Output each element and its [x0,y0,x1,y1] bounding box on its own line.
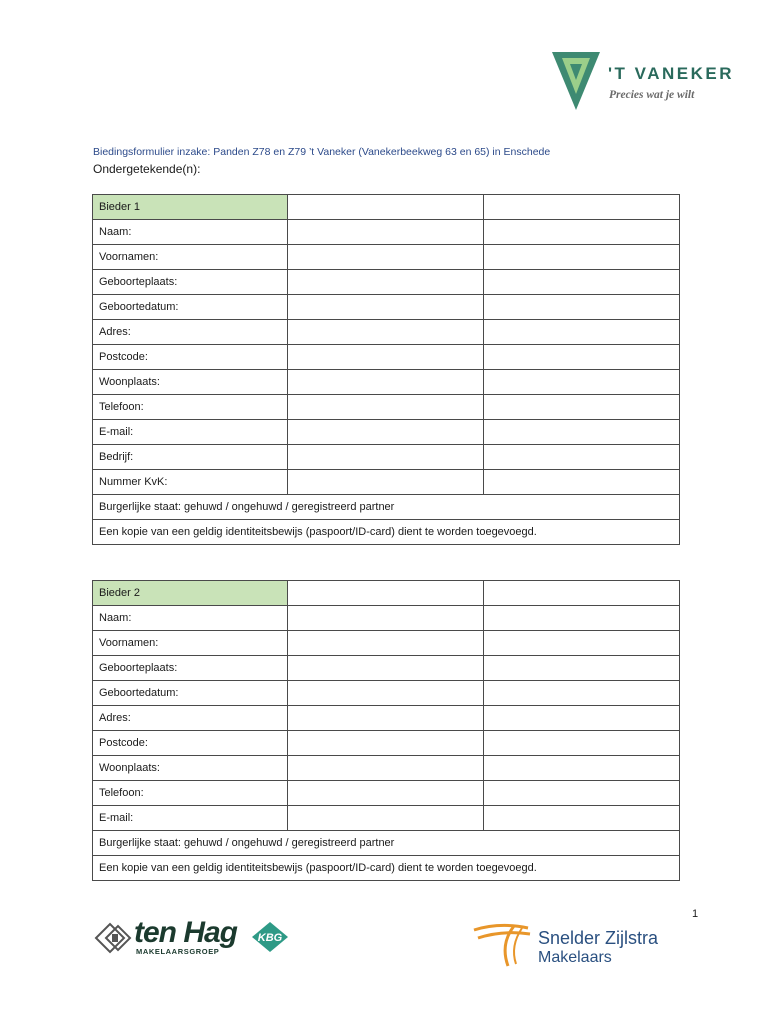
table-row [93,345,680,370]
input-cell[interactable] [484,631,680,656]
table-row [93,520,680,545]
input-cell[interactable] [484,395,680,420]
input-cell[interactable] [288,631,484,656]
field-label: Adres: [93,320,288,345]
table-row [93,581,680,606]
brand-name: 'T VANEKER [608,64,735,83]
field-label: Nummer KvK: [93,470,288,495]
input-cell[interactable] [484,806,680,831]
tenhag-name: ten Hag [134,916,238,949]
tenhag-subtitle: MAKELAARSGROEP [136,947,220,956]
table-row [93,831,680,856]
input-cell[interactable] [484,706,680,731]
id-note: Een kopie van een geldig identiteitsbewijs (paspoort/ID-card) dient te worden toegevoegd. [93,856,680,881]
input-cell[interactable] [288,395,484,420]
field-label: Naam: [93,606,288,631]
snelder-subtitle: Makelaars [538,949,612,966]
signed-label: Ondergetekende(n): [93,162,201,176]
input-cell[interactable] [484,445,680,470]
table-row [93,781,680,806]
bidder-1-table [92,194,680,545]
input-cell[interactable] [484,195,680,220]
table-row [93,806,680,831]
input-cell[interactable] [288,320,484,345]
field-label: Telefoon: [93,395,288,420]
field-label: Geboorteplaats: [93,270,288,295]
input-cell[interactable] [288,706,484,731]
input-cell[interactable] [288,245,484,270]
input-cell[interactable] [484,370,680,395]
table-row [93,631,680,656]
input-cell[interactable] [484,756,680,781]
tenhag-house-icon [92,918,136,958]
input-cell[interactable] [288,806,484,831]
field-label: Telefoon: [93,781,288,806]
input-cell[interactable] [484,220,680,245]
input-cell[interactable] [288,681,484,706]
table-row [93,495,680,520]
table-row [93,220,680,245]
page-number: 1 [692,908,699,920]
vaneker-logo [548,48,748,114]
input-cell[interactable] [288,470,484,495]
input-cell[interactable] [484,295,680,320]
input-cell[interactable] [484,470,680,495]
marital-status[interactable]: Burgerlijke staat: gehuwd / ongehuwd / geregistreerd partner [93,831,680,856]
field-label: E-mail: [93,806,288,831]
field-label: Geboortedatum: [93,681,288,706]
input-cell[interactable] [484,245,680,270]
bidder-2-table [92,580,680,881]
input-cell[interactable] [288,731,484,756]
input-cell[interactable] [484,606,680,631]
field-label: Woonplaats: [93,370,288,395]
input-cell[interactable] [288,420,484,445]
input-cell[interactable] [288,781,484,806]
input-cell[interactable] [484,345,680,370]
table-row [93,195,680,220]
field-label: E-mail: [93,420,288,445]
table-row [93,295,680,320]
table-row [93,470,680,495]
input-cell[interactable] [288,606,484,631]
input-cell[interactable] [484,420,680,445]
field-label: Bedrijf: [93,445,288,470]
input-cell[interactable] [288,756,484,781]
input-cell[interactable] [484,270,680,295]
table-row [93,606,680,631]
tenhag-logo [92,914,292,960]
table-row [93,856,680,881]
table-row [93,731,680,756]
table-row [93,681,680,706]
input-cell[interactable] [288,295,484,320]
field-label: Geboortedatum: [93,295,288,320]
document-subject: Biedingsformulier inzake: Panden Z78 en Z79 ’t Vaneker (Vanekerbeekweg 63 en 65) in Enschede [93,146,551,158]
input-cell[interactable] [288,345,484,370]
table-row [93,270,680,295]
table-row [93,756,680,781]
input-cell[interactable] [484,781,680,806]
field-label: Naam: [93,220,288,245]
field-label: Voornamen: [93,631,288,656]
table-row [93,245,680,270]
table-row [93,395,680,420]
input-cell[interactable] [288,581,484,606]
brand-tagline: Precies wat je wilt [609,89,695,101]
input-cell[interactable] [288,656,484,681]
input-cell[interactable] [484,656,680,681]
kbg-badge-text: KBG [257,932,283,944]
field-label: Adres: [93,706,288,731]
id-note: Een kopie van een geldig identiteitsbewijs (paspoort/ID-card) dient te worden toegevoegd. [93,520,680,545]
input-cell[interactable] [484,320,680,345]
snelder-logo [470,918,690,970]
kbg-badge [250,920,290,954]
field-label: Voornamen: [93,245,288,270]
table-row [93,420,680,445]
bidder-1-title: Bieder 1 [93,195,288,220]
bidder-2-title: Bieder 2 [93,581,288,606]
vaneker-emblem-icon [548,48,604,114]
input-cell[interactable] [288,445,484,470]
field-label: Postcode: [93,345,288,370]
input-cell[interactable] [288,220,484,245]
input-cell[interactable] [288,270,484,295]
table-row [93,445,680,470]
input-cell[interactable] [288,195,484,220]
input-cell[interactable] [288,370,484,395]
input-cell[interactable] [484,681,680,706]
table-row [93,320,680,345]
field-label: Geboorteplaats: [93,656,288,681]
table-row [93,656,680,681]
snelder-name: Snelder Zijlstra [538,928,659,948]
snelder-swoosh-icon [470,918,536,970]
marital-status[interactable]: Burgerlijke staat: gehuwd / ongehuwd / geregistreerd partner [93,495,680,520]
table-row [93,706,680,731]
field-label: Postcode: [93,731,288,756]
input-cell[interactable] [484,581,680,606]
table-row [93,370,680,395]
field-label: Woonplaats: [93,756,288,781]
input-cell[interactable] [484,731,680,756]
